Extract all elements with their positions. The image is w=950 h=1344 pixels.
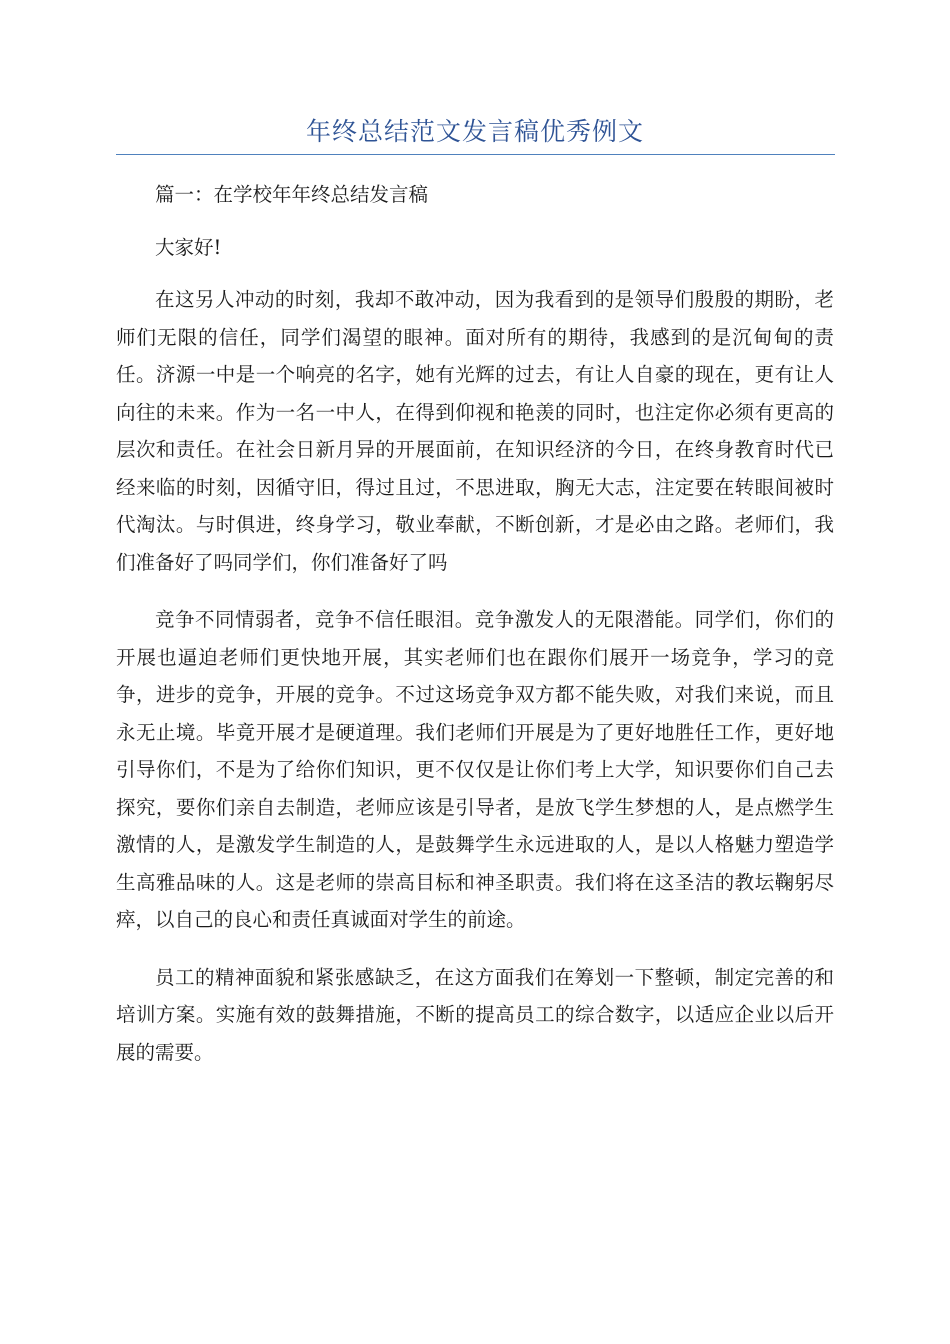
document-body — [116, 176, 834, 1071]
body-paragraph-3: 员工的精神面貌和紧张感缺乏，在这方面我们在筹划一下整顿，制定完善的和培训方案。实施有效的鼓舞措施，不断的提高员工的综合数字，以适应企业以后开展的需要。 — [116, 965, 834, 1064]
document-title: 年终总结范文发言稿优秀例文 — [305, 117, 644, 146]
body-paragraph-1: 在这另人冲动的时刻，我却不敢冲动，因为我看到的是领导们殷殷的期盼，老师们无限的信任，同学们渴望的眼神。面对所有的期待，我感到的是沉甸甸的责任。济源一中是一个响亮的名字，她有光辉的过去，有让人自豪的现在，更有让人向往的未来。作为一名一中人，在得到仰视和艳羡的同时，也注定你必须有更高的层次和责任。在社会日新月异的开展面前，在知识经济的今日，在终身教育时代已经来临的时刻，因循守旧，得过且过，不思进取，胸无大志，注定要在转眼间被时代淘汰。与时俱进，终身学习，敬业奉献，不断创新，才是必由之路。老师们，我们准备好了吗同学们，你们准备好了吗 — [116, 288, 834, 574]
section-heading: 篇一：在学校年年终总结发言稿 — [155, 183, 429, 206]
body-paragraph-2: 竞争不同情弱者，竞争不信任眼泪。竞争激发人的无限潜能。同学们，你们的开展也逼迫老师们更快地开展，其实老师们也在跟你们展开一场竞争，学习的竞争，进步的竞争，开展的竞争。不过这场竞争双方都不能失败，对我们来说，而且永无止境。毕竟开展才是硬道理。我们老师们开展是为了更好地胜任工作，更好地引导你们，不是为了给你们知识，更不仅仅是让你们考上大学，知识要你们自己去探究，要你们亲自去制造，老师应该是引导者，是放飞学生梦想的人，是点燃学生激情的人，是激发学生制造的人，是鼓舞学生永远进取的人，是以人格魅力塑造学生高雅品味的人。这是老师的崇高目标和神圣职责。我们将在这圣洁的教坛鞠躬尽瘁，以自己的良心和责任真诚面对学生的前途。 — [116, 608, 834, 931]
greeting-paragraph: 大家好! — [155, 235, 222, 259]
title-underline-divider — [116, 154, 835, 155]
